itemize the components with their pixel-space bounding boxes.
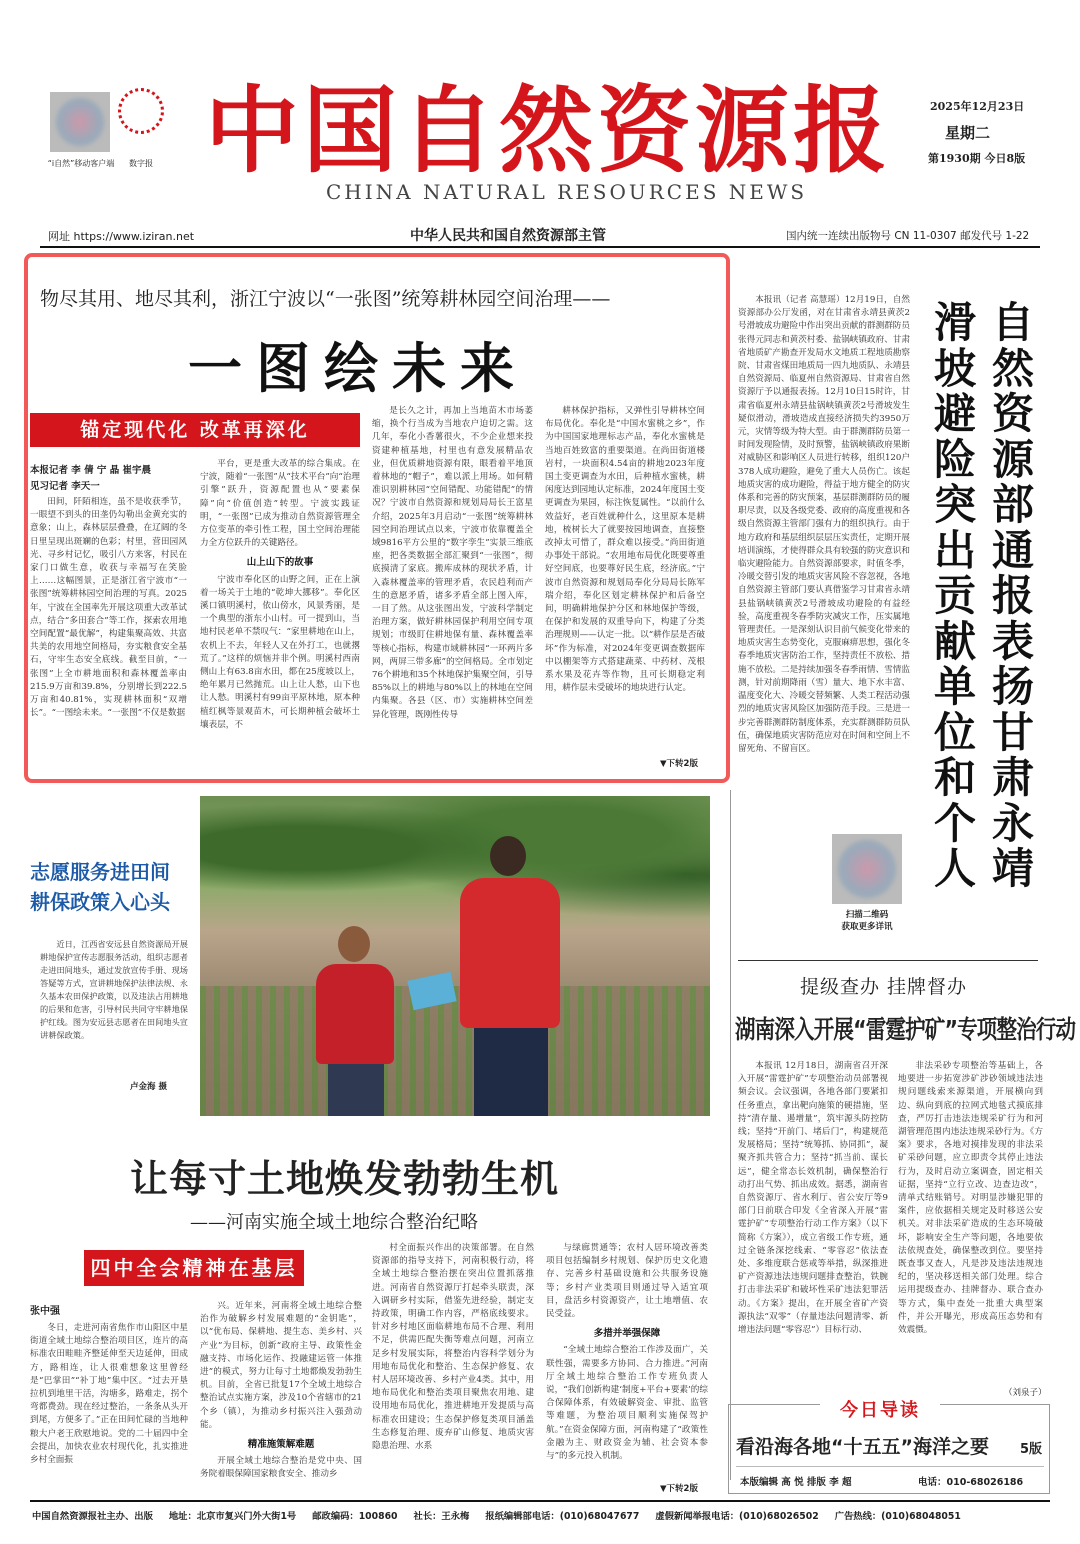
footer-publisher: 中国自然资源报社主办、出版	[32, 1511, 153, 1522]
lead-section-banner: 锚定现代化 改革再深化	[30, 413, 360, 447]
lead-continued-link[interactable]: ▼下转2版	[660, 759, 698, 769]
hunan-column-1: 本报讯 12月18日，湖南省召开深入开展“雷霆护矿”专项整治动员部署视频会议。会议强调，各地各部门要紧扣任务重点，拿出靶向施策的硬措施，坚持“清存量、遏增量”，筑牢源头防控防线；坚持“开前门、堵后门”，构建规范发展格局；坚持“统筹抓、协同抓”，凝聚齐抓共管合力；坚持“抓当前、谋长远”，健全常态长效机制，确保整治行动打出气势、抓出成效。据悉，湖南省自然资源厅、省水利厅、省公安厅等9部门日前联合印发《全省深入开展“雷霆护矿”专项整治行动工作方案》（以下简称《方案》），成立省级工作专班，通过全链条深挖线索、“零容忍”依法查处、多维度联合惩戒等举措，纵深推进矿产资源违法违规问题排查整治，铁腕打击非法采矿和破坏性采矿违法犯罪活动。《方案》提出，在开展全省矿产资源执法“双零”（存量违法问题清零、新增违法问题“零容忍”）目标行动、	[738, 1061, 888, 1336]
serial-number: 国内统一连续出版物号 CN 11-0307 邮发代号 1-22	[786, 230, 1030, 242]
sponsor-line: 中华人民共和国自然资源部主管	[410, 228, 606, 244]
weekday: 星期二	[945, 124, 991, 142]
footer-tel: 报纸编辑部电话：(010)68047677	[485, 1511, 640, 1522]
henan-headline: 让每寸土地焕发勃勃生机	[130, 1157, 560, 1201]
guide-item-page: 5版	[1020, 1442, 1043, 1457]
right-column-divider	[730, 790, 731, 1480]
notice-qr-code[interactable]	[832, 834, 902, 904]
lead-headline: 一图绘未来	[188, 337, 528, 400]
hunan-column-2: 非法采砂专项整治等基础上，各地要进一步拓宽涉矿涉砂领域违法违规问题线索来源渠道，开展横向到边、纵向到底的拉网式地毯式摸底排查，严厉打击违法违规采矿行为和河湖管理范围内违法违规采砂行为。《方案》要求，各地对摸排发现的非法采矿采砂问题，应立即责令其停止违法行为，及时启动立案调查，固定相关证据，坚持“立行立改、边查边改”，清单式结账销号。对明显涉嫌犯罪的案件，应依据相关规定及时移送公安机关。对非法采矿造成的生态环境破坏，影响安全生产等问题，各地要依法依规查处，确保整改到位。要坚持既查事又查人，凡是涉及违法违规违纪的，坚决移送相关部门处理。综合运用提级查办、挂牌督办、联合查办等方式，集中查处一批重大典型案件，并公开曝光，形成高压态势和有效震慑。	[898, 1061, 1043, 1336]
notice-qr-label-2: 获取更多详讯	[841, 922, 893, 932]
notice-headline-col1: 自然资源部通报表扬甘肃永靖	[991, 298, 1034, 893]
lead-byline-trainee: 见习记者 李天一	[30, 481, 100, 492]
footer-president: 社长：王永梅	[413, 1511, 470, 1522]
website-link[interactable]: 网址 https://www.iziran.net	[48, 230, 195, 243]
notice-headline-col2: 滑坡避险突出贡献单位和个人	[933, 298, 976, 893]
guide-title: 今日导读	[820, 1398, 940, 1424]
field-photo	[200, 796, 710, 1116]
henan-author: 张中强	[30, 1306, 60, 1317]
notice-body: 本报讯（记者 高慧瑶）12月19日，自然资源部办公厅发函，对在甘肃省永靖县黄茨2号滑坡成功避险中作出突出贡献的群测群防员张得元同志和黄茨村委、盐锅峡镇政府、甘肃省地质矿产勘查开发局水文地质工程地质勘察院、甘肃省煤田地质局一四九地质队、永靖县自然资源局、临夏州自然资源局、甘肃省自然资源厅予以通报表扬。12月10日15时许，甘肃省临夏州永靖县盐锅峡镇黄茨2号滑坡发生疑似滑动，滑坡造成直接经济损失约3950万元，灾情等级为特大型。由于群测群防员第一时间发现险情，及时预警，盐锅峡镇政府果断对威胁区和影响区人员进行转移，组织120户378人成功避险，避免了重大人员伤亡。该起地质灾害的成功避险，得益于地方健全的防灾体系和完善的防灾预案，基层群测群防员的履职尽责，以及各级党委、政府的高度重视和各级自然资源主管部门强有力的组织执行。由于地方政府和基层组织层层压实责任，定期开展培训演练，才使得群众具有较强的防灾意识和临灾避险能力。自然资源部要求，时值冬季，冷暖交替引发的地质灾害风险不容忽视，各地自然资源主管部门要认真借鉴学习甘肃省永靖县盐锅峡镇黄茨2号滑坡成功避险的有益经验，高度重视冬春季防灾减灾工作，压实属地管理责任。一是深刻认识目前气候变化带来的地质灾害生态势变化，克服麻痹思想，强化冬春季地质灾害防治工作，坚持责任不放松、措施不放松。二是持续加强冬春季雨情、雪情监测，针对前期降雨（雪）量大、地下水丰富、温度变化大、冷暖交替频繁、人类工程活动强烈的地质灾害风险区加强防范手段。三是进一步完善群测群防制度体系，充实群测群防员队伍，确保地质灾害防范应对在时间和空间上不留死角、不留盲区。	[738, 295, 910, 754]
masthead-title: 中国自然资源报	[205, 76, 892, 186]
henan-column-1: 冬日，走进河南省焦作市山阳区中星街道全域土地综合整治项目区，连片的高标准农田畦畦齐整延伸至天边延伸，田成方，路相连，让人很难想象这里曾经是“巴掌田”“补丁地”集中区。“过去开垦拉机到地里干活，沟塘多，路难走，拐个弯都费劲。现在经过整治，一条条从头开到尾，方便多了。”正在田间忙碌的当地种粮大户老王欣慰地说。党的二十届四中全会提出，加快农业农村现代化，扎实推进乡村全面振	[30, 1323, 188, 1466]
editor-phone: 电话：010-68026186	[918, 1477, 1024, 1488]
footer-rule	[30, 1500, 1050, 1502]
footer-postcode: 邮政编码：100860	[312, 1511, 398, 1522]
issue-number: 第1930期 今日8版	[928, 152, 1026, 165]
hunan-headline: 湖南深入开展“雷霆护矿”专项整治行动	[735, 1015, 1076, 1044]
footer-hotline: 虚假新闻举报电话：(010)68026502	[655, 1511, 819, 1522]
footer-ad: 广告热线：(010)68048051	[834, 1511, 961, 1522]
lead-column-4: 耕林保护指标，又弹性引导耕林空间布局优化。奉化是“中国水蜜桃之乡”，作为中国国家地理标志产品，奉化水蜜桃是当地百姓致富的重要渠道。在尚田街道楼岩村，一块面积4.54亩的耕地2023年度国土变更调查为水田，后种植水蜜桃，耕闲度达到园地认定标准，2024年度国土变更调查为果园，标注恢复属性。“以前什么效益好，老百姓就种什么，这里原本是耕地，梳树长大了就要按园地调查，直接整改掉太可惜了，群众难以接受。”尚田街道办事处干部说。“农用地布局优化既要尊重好空间底，也要尊好民生底，经济底。”宁波市自然资源和规划局奉化分局局长陈军瑞介绍，奉化区划定耕林保护和后备空间，明确耕地保护分区和林地保护等级，在保护和发展的双重导向下，构建了分类治理规则——认定一批。以“耕作层是否破坏”作为标准，对2024年变更调查数据库中以棚架等方式搭建蔬菜、中药材、茂根系水果及花卉等作物，且可长期稳定利用，耕作层未受破坏的地块进行认定。	[545, 406, 705, 694]
lead-kicker: 物尽其用、地尽其利，浙江宁波以“一张图”统筹耕林园空间治理——	[40, 288, 611, 310]
lead-column-3: 是长久之计，再加上当地苗木市场萎缩，换个行当成为当地农户迫切之需。这几年，奉化小香薯很火，不少企业想来投资建种植基地，村里也有意发展精品农业，但优质耕地资源有限，眼看着平地顶着林地的“帽子”，难以派上用场。如何精准识别耕林园“空间错配、功能错配”的情况？宁波市自然资源和规划局局长王富星介绍，2025年3月启动“一张图”统筹耕林园空间治理试点以来，宁波市依靠覆盖全域9816平方公里的“数字孪生”实景三维底座，把各类数据全部汇聚到“一张图”，彻底摸清了家底。搬库成林的现状矛盾，计入森林覆盖率的管理矛盾，农民趋利而产生的意愿矛盾，诸多矛盾全部上图入库，一目了然。从这张图出发，宁波科学制定治理方案，做好耕林园保护利用空间专项规划；市级盯住耕地保有量、森林覆盖率等核心指标，构建市域耕林园“一环两片多网，两屏三带多廊”的空间格局。全市划定76个耕地和35个林地保护集聚空间，引导85%以上的耕地与80%以上的林地在空间内集聚。各县（区、市）实施耕林空间差异化管理，既刚性传导	[372, 406, 533, 720]
henan-section-banner: 四中全会精神在基层	[84, 1250, 304, 1286]
issue-date: 2025年12月23日	[930, 100, 1025, 113]
notice-qr-label-1: 扫描二维码	[845, 910, 889, 920]
guide-rule	[736, 1466, 1044, 1467]
hunan-top-rule	[738, 960, 1038, 961]
volunteer-title-2: 耕保政策入心头	[30, 890, 170, 914]
volunteer-caption: 近日，江西省安远县自然资源局开展耕地保护宣传志愿服务活动，组织志愿者走进田间地头，通过发放宣传手册、现场答疑等方式，宣讲耕地保护法律法规、永久基本农田保护政策，以及违法占用耕地的后果和危害，引导村民共同守牢耕地保护红线。图为安远县志愿者在田间地头宣讲耕保政策。	[40, 939, 188, 1040]
henan-column-2: 兴。近年来，河南将全域土地综合整治作为破解乡村发展难题的“金钥匙”，以“优布局、保耕地、提生态、美乡村、兴产业”为目标，创新“政府主导、政策性金融支持、市场化运作、投融建运管一体推进”的模式，努力让每寸土地都焕发勃勃生机。目前，全省已批复17个全域土地综合整治试点实施方案，涉及10个省辖市的21个乡（镇），为推动乡村振兴注入强劲动能。 精准施策解难题 开展全域土地综合整治是党中央、国务院着眼保障国家粮食安全、推动乡	[200, 1301, 362, 1480]
footer-address: 地址：北京市复兴门外大街1号	[168, 1511, 297, 1522]
hunan-kicker: 提级查办 挂牌督办	[800, 976, 968, 998]
volunteer-title-1: 志愿服务进田间	[30, 860, 170, 884]
digital-paper-logo[interactable]	[118, 88, 164, 134]
app-qr-label: “i自然”移动客户端	[47, 159, 115, 168]
app-qr-code[interactable]	[50, 92, 110, 152]
lead-column-1: 田间，阡陌相连，虽不是收获季节，一眼望不到头的田垄仍勾勒出金黄充实的意象；山上，森林层层叠叠，在辽阔的冬日里呈现出斑斓的色彩；村里，营田园风光、寻乡村记忆，吸引八方来客，村民在家门口做生意，收获与幸福写在笑脸上……这幅图景，正是浙江省宁波市“一张图”统筹耕林园空间治理的写真。2025年，宁波在全国率先开展这项重大改革试点，结合“多田套合”等工作，探索农用地空间配置“最优解”，构建集聚高效、共富共美的农用地空间格局，夯实粮食安全基石，守牢生态安全底线。截至目前，“一张图”上全市耕地面积和森林覆盖率由215.9万亩和39.8%，分别增长到222.5万亩和40.81%，实现耕林面积“双增长”。“一图绘未来。“一张图”不仅是数据	[30, 497, 187, 719]
henan-column-3: 村全面振兴作出的决策部署。在自然资源部的指导支持下，河南积极行动，将全域土地综合整治摆在突出位置抓落推进。河南省自然资源厅打起牵头联责，深入调研乡村实际，借鉴先进经验，制定支持政策，明确工作内容，严格底线要求。针对乡村地区面临耕地布局不合理、利用不足，供需匹配失衡等难点问题，河南立足乡村发展实际，将整治内容科学划分为用地布局优化和整治、生态保护修复、农村人居环境改善、乡村产业4类。其中，用地布局优化和整治类项目聚焦农用地、建设用地布局优化，推进耕地开发提质与高标准农田建设；生态保护修复类项目涵盖生态修复治理、废弃矿山修复、地质灾害隐患治理、水系	[372, 1243, 534, 1452]
henan-continued-link[interactable]: ▼下转2版	[660, 1484, 698, 1494]
digital-paper-label: 数字报	[129, 159, 153, 168]
footer-info	[32, 1508, 1052, 1522]
photo-credit: 卢金海 摄	[130, 1082, 167, 1092]
henan-column-4: 与绿廊贯通等；农村人居环境改善类项目包括编制乡村规划、保护历史文化遗存、完善乡村基础设施和公共服务设施等；乡村产业类项目则通过导入适宜项目，盘活乡村资源资产，让土地增值、农民受益。 多措并举强保障 “全域土地综合整治工作涉及面广，关联性强，需要多方协同、合力推进。”河南厅全域土地综合整治工作专班负责人说，“我们创新构建‘制度+平台+要素’的综合保障体系，有效破解资金、审批、监管等难题，为整治项目顺利实施保驾护航。”在资金保障方面，河南构建了“政策性金融为主、财政资金为辅、社会资本参与”的多元投入机制。	[546, 1243, 708, 1462]
lead-column-2: 平台，更是重大改革的综合集成。在宁波，随着“一张图”从“技术平台”向“治理引擎”跃升，资源配置也从“要素保障”向“价值创造”转型。宁波实践证明，“一张图”已成为推动自然资源管理全方位变革的牵引性工程，国土空间治理能力全方位跃升的关键路径。 山上山下的故事 宁波市奉化区的山野之间，正在上演着一场关于土地的“乾坤大挪移”。奉化区溪口镇明溪村，依山傍水，风景秀丽，是一个典型的浙东小山村。可一提到山，当地村民老单不禁叹气：“家里耕地在山上，农机上不去，年轻人又在外打工，也就撂荒了。”这样的烦恼并非个例。明溪村西南侧山上有63.8亩水田，都在25度坡以上，绝年累月已然抛荒。山上让人愁，山下也让人愁。明溪村有99亩平原林地，原本种植红枫等景观苗木，可长期种植会破坏土壤表层，不	[200, 459, 360, 730]
page-editors: 本版编辑 高 悦 排版 李 超	[740, 1477, 852, 1488]
guide-item-link[interactable]: 看沿海各地“十五五”海洋之要	[736, 1436, 989, 1458]
photo-volunteer	[450, 836, 570, 1116]
photo-farmer	[310, 926, 400, 1116]
henan-subtitle: ——河南实施全域土地综合整治纪略	[190, 1212, 478, 1233]
lead-byline: 本报记者 李 倩 宁 晶 崔宇晨	[30, 465, 152, 476]
hunan-credit: （刘泉子）	[1004, 1388, 1047, 1398]
masthead-rule	[40, 246, 1040, 248]
masthead-subtitle: CHINA NATURAL RESOURCES NEWS	[326, 180, 808, 204]
